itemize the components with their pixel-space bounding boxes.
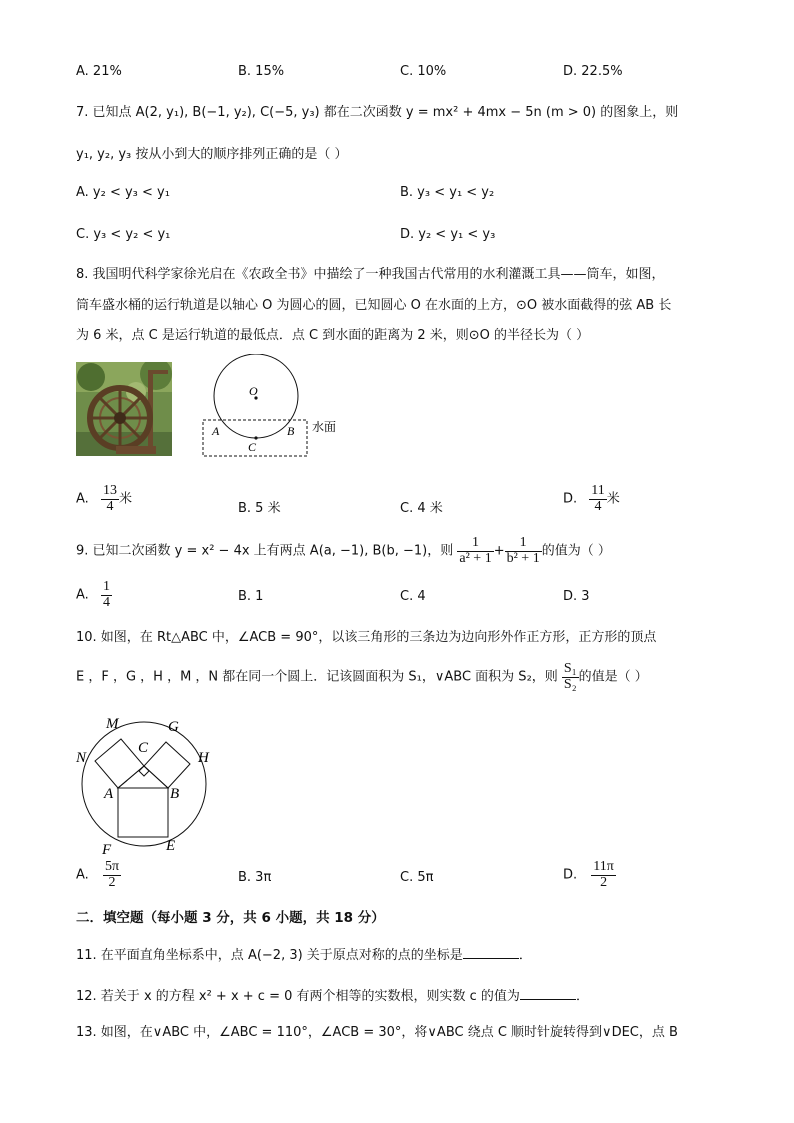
label-B: B [170, 786, 180, 802]
q9-stem: 9. 已知二次函数 y = x² − 4x 上有两点 A(a, −1), B(b, −1)，则 $\frac{1}{\text{a² + 1}}$ + $\frac{1}{\text{b² + 1}}$ 的值为（ ） [76, 535, 611, 566]
label-B: B [287, 424, 295, 438]
q10-option-d: D. $\frac{11\pi}{2}$ [563, 859, 614, 890]
label-A: A [212, 424, 220, 438]
q10-option-a: A. $\frac{5\pi}{2}$ [76, 859, 120, 890]
q7-stem-line1: 7. 已知点 A(2, y₁), B(−1, y₂), C(−5, y₃) 都在二次函数 y = mx² + 4mx − 5n (m > 0) 的图象上，则 [76, 105, 679, 120]
q10-option-b: B. 3π [238, 870, 272, 885]
q7-option-c: C. y₃ < y₂ < y₁ [76, 227, 171, 242]
q10-option-c: C. 5π [400, 870, 434, 885]
water-wheel-photo [76, 362, 172, 456]
label-C: C [248, 440, 257, 454]
q11-stem: 11. 在平面直角坐标系中，点 A(−2, 3) 关于原点对称的点的坐标是 ． [76, 948, 532, 963]
q9-option-b: B. 1 [238, 589, 264, 604]
q8-circle-diagram [200, 354, 360, 464]
q7-option-d: D. y₂ < y₁ < y₃ [400, 227, 496, 242]
label-M: M [106, 716, 119, 732]
q12-stem: 12. 若关于 x 的方程 x² + x + c = 0 有两个相等的实数根，则实数 c 的值为 ． [76, 989, 589, 1004]
label-E: E [166, 838, 176, 854]
q7-stem-line2: y₁, y₂, y₃ 按从小到大的顺序排列正确的是（ ） [76, 147, 348, 162]
label-A: A [104, 786, 114, 802]
q7-option-b: B. y₃ < y₁ < y₂ [400, 185, 495, 200]
q6-option-b: B. 15% [238, 64, 285, 79]
q8-stem-line3: 为 6 米，点 C 是运行轨道的最低点．点 C 到水面的距离为 2 米，则⊙O 的半径长为（ ） [76, 328, 590, 343]
q9-option-d: D. 3 [563, 589, 590, 604]
q7-option-a: A. y₂ < y₃ < y₁ [76, 185, 170, 200]
q8-option-c: C. 4 米 [400, 501, 443, 516]
q10-stem-line2: E ，F ，G ，H ，M ，N 都在同一个圆上．记该圆面积为 S₁，∨ABC 面积为 S₂，则 $\frac{\text{S₁}}{\text{S₂}}$ 的值是（ ） [76, 661, 648, 692]
label-N: N [76, 750, 87, 766]
label-F: F [102, 842, 112, 856]
q6-option-c: C. 10% [400, 64, 447, 79]
q8-option-b: B. 5 米 [238, 501, 281, 516]
q6-option-d: D. 22.5% [563, 64, 623, 79]
section-fill-in-title: 二．填空题（每小题 3 分，共 6 小题，共 18 分） [76, 910, 385, 926]
q8-stem-line2: 筒车盛水桶的运行轨道是以轴心 O 为圆心的圆，已知圆心 O 在水面的上方，⊙O 被水面截得的弦 AB 长 [76, 298, 672, 313]
q8-option-d: D. $\frac{11}{4}$ 米 [563, 483, 620, 514]
label-G: G [168, 719, 179, 735]
q9-option-c: C. 4 [400, 589, 426, 604]
q10-squares-circle-diagram [74, 710, 224, 856]
q6-option-a: A. 21% [76, 64, 122, 79]
label-H: H [198, 750, 209, 766]
q9-option-a: A. $\frac{1}{4}$ [76, 579, 110, 610]
label-water-surface: 水面 [312, 420, 337, 434]
q11-answer-blank[interactable] [463, 946, 519, 959]
label-C: C [138, 740, 149, 756]
q10-stem-line1: 10. 如图，在 Rt△ABC 中，∠ACB = 90°，以该三角形的三条边为边向形外作正方形，正方形的顶点 [76, 630, 657, 645]
label-O: O [249, 384, 258, 398]
q8-stem-line1: 8. 我国明代科学家徐光启在《农政全书》中描绘了一种我国古代常用的水利灌溉工具——筒车，如图， [76, 267, 665, 282]
q8-option-a: A. $\frac{13}{4}$ 米 [76, 483, 132, 514]
q12-answer-blank[interactable] [520, 987, 576, 1000]
q13-stem: 13. 如图，在∨ABC 中，∠ABC = 110°，∠ACB = 30°，将∨ABC 绕点 C 顺时针旋转得到∨DEC，点 B [76, 1025, 678, 1040]
